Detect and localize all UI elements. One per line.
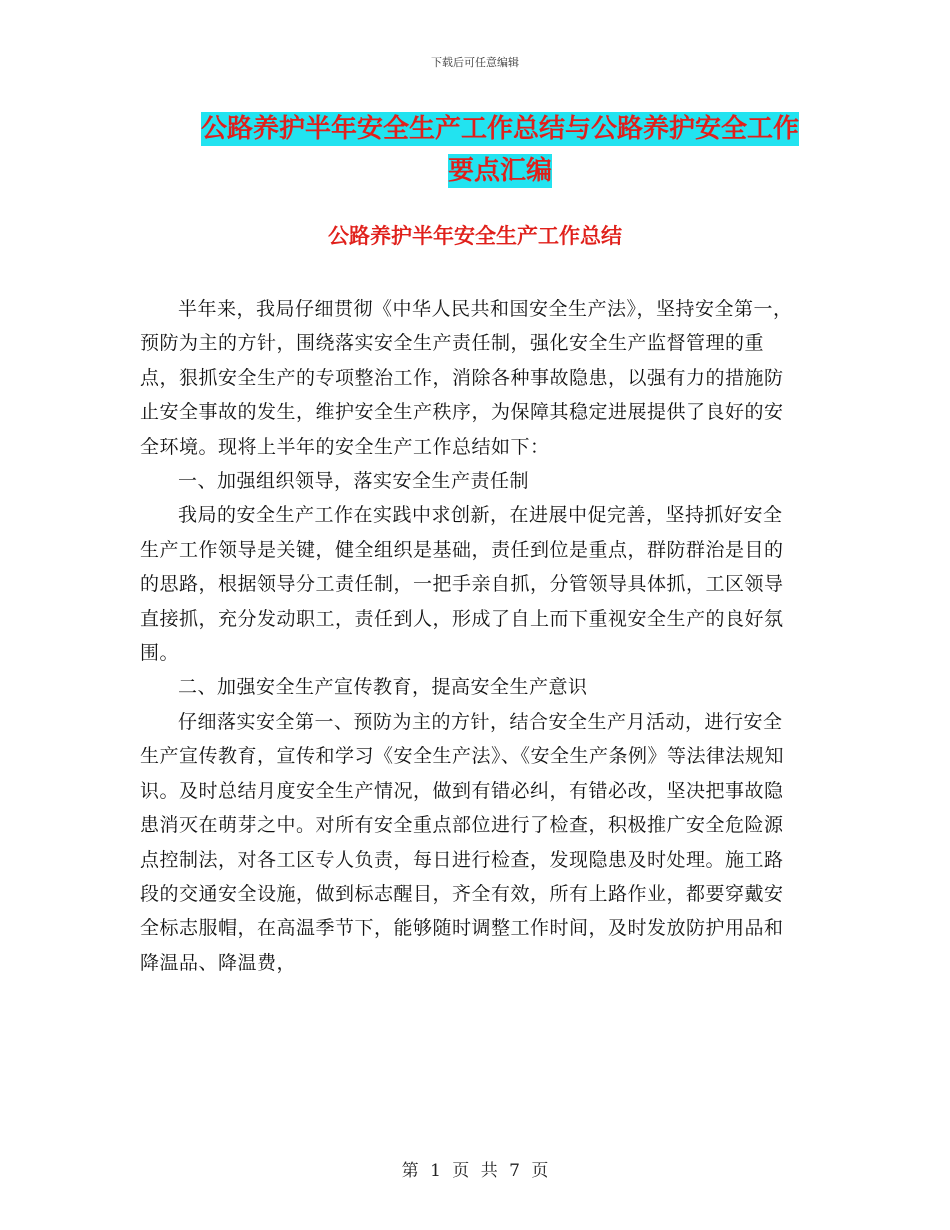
section-title: 公路养护半年安全生产工作总结 bbox=[328, 224, 622, 248]
heading-section-1: 一、加强组织领导，落实安全生产责任制 bbox=[178, 470, 530, 493]
paragraph-section-1: 我局的安全生产工作在实践中求创新，在进展中促完善，坚持抓好安全生产工作领导是关键，健全组织是基础，责任到位是重点，群防群治是目的的思路，根据领导分工责任制，一把手亲自抓，分管领导具体抓，工区领导直接抓，充分发动职工，责任到人，形成了自上而下重视安全生产的良好氛围。 bbox=[140, 504, 784, 665]
document-title-line1: 公路养护半年安全生产工作总结与公路养护安全工作 bbox=[200, 114, 799, 144]
paragraph-intro: 半年来，我局仔细贯彻《中华人民共和国安全生产法》，坚持安全第一，预防为主的方针，围绕落实安全生产责任制，强化安全生产监督管理的重点，狠抓安全生产的专项整治工作，消除各种事故隐患，以强有力的措施防止安全事故的发生，维护安全生产秩序，为保障其稳定进展提供了良好的安全环境。现将上半年的安全生产工作总结如下： bbox=[140, 298, 793, 458]
paragraph-section-2: 仔细落实安全第一、预防为主的方针，结合安全生产月活动，进行安全生产宣传教育，宣传和学习《安全生产法》、《安全生产条例》等法律法规知识。及时总结月度安全生产情况，做到有错必纠，有错必改，坚决把事故隐患消灭在萌芽之中。对所有安全重点部位进行了检查，积极推广安全危险源点控制法，对各工区专人负责，每日进行检查，发现隐患及时处理。施工路段的交通安全设施，做到标志醒目，齐全有效，所有上路作业，都要穿戴安全标志服帽，在高温季节下，能够随时调整工作时间，及时发放防护用品和降温品、降温费， bbox=[140, 710, 785, 974]
page-header-note: 下载后可任意编辑 bbox=[431, 56, 519, 69]
document-body bbox=[140, 292, 800, 980]
document-title bbox=[140, 108, 860, 192]
heading-section-2: 二、加强安全生产宣传教育，提高安全生产意识 bbox=[178, 676, 588, 699]
page-footer: 第 1 页 共 7 页 bbox=[401, 1161, 549, 1181]
document-title-line2: 要点汇编 bbox=[447, 156, 552, 186]
